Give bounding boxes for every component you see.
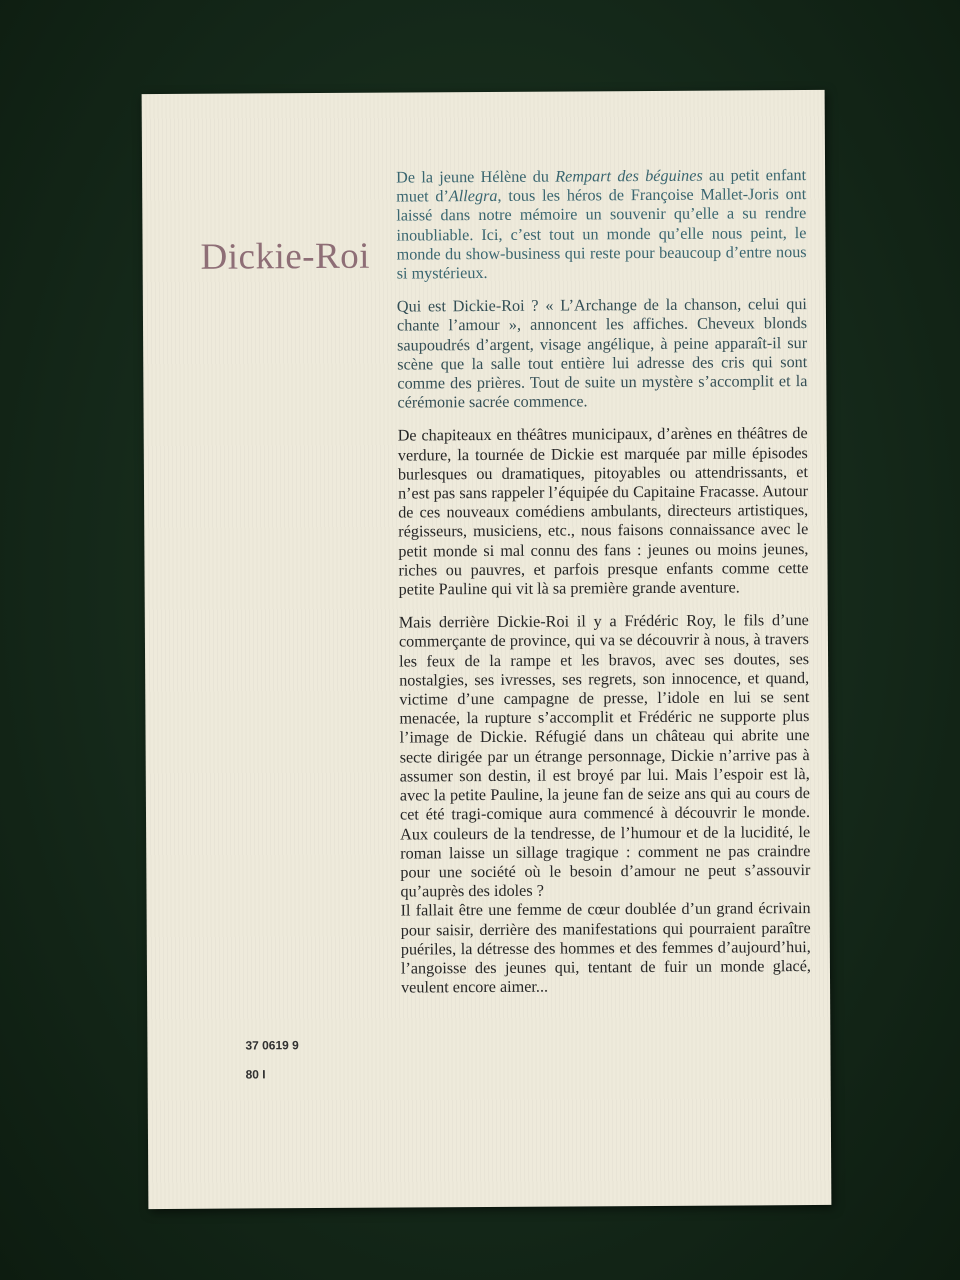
p1-title-rempart: Rempart des béguines bbox=[555, 166, 703, 186]
catalog-subcode: 80 I bbox=[245, 1067, 266, 1082]
blurb-paragraph-2: Qui est Dickie-Roi ? « L’Archange de la chanson, celui qui chante l’amour », annoncent les affiches. Cheveux blonds saupoudrés d’argent, visage angélique, à peine apparaît-il sur scène que la salle tout entière lui adresse des cris qui sont comme des prières. Tout de suite un mystère s’accomplit et la cérémonie sacrée commence. bbox=[396, 295, 808, 412]
p1-text-a: De la jeune Hélène du bbox=[396, 167, 556, 187]
blurb-paragraph-5: Il fallait être une femme de cœur doublée d’un grand écrivain pour saisir, derrière des manifestations qui pourraient paraître puériles, la détresse des hommes et des femmes d’aujourd’hui, l’angoisse des jeunes qui, tentant de fuir un monde glacé, veulent encore aimer... bbox=[400, 899, 811, 997]
p1-title-allegra: Allegra bbox=[448, 187, 498, 206]
catalog-code: 37 0619 9 bbox=[245, 1038, 299, 1053]
p1-text-e: , tous les héros de Françoise Mallet-Joris ont laissé dans notre mémoire un souvenir qu’elle a su rendre inoubliable. Ici, c’est tout un monde qu’elle nous peint, le monde du show-business qui reste pour beaucoup d’entre nous si mystérieux. bbox=[396, 185, 807, 283]
book-back-cover bbox=[142, 90, 832, 1209]
blurb-paragraph-3: De chapiteaux en théâtres municipaux, d’arènes en théâtres de verdure, la tournée de Dickie est marquée par mille épisodes burlesques ou dramatiques, pitoyables ou attendrissants, et n’est pas sans rappeler l’équipée du Capitaine Fracasse. Autour de ces nouveaux comédiens ambulants, directeurs artistiques, régisseurs, musiciens, etc., nous faisons connaissance avec le petit monde si mal connu des fans : jeunes ou moins jeunes, riches ou pauvres, et parfois presque enfants comme cette petite Pauline qui vit là sa première grande aventure. bbox=[397, 424, 809, 599]
blurb-text bbox=[396, 166, 811, 998]
p1-text-c: au petit enfant muet d’ bbox=[396, 166, 807, 206]
blurb-paragraph-1 bbox=[396, 166, 807, 284]
book-title: Dickie-Roi bbox=[200, 235, 371, 278]
blurb-paragraph-4: Mais derrière Dickie-Roi il y a Frédéric Roy, le fils d’une commerçante de province, qui va se découvrir à nous, à travers les feux de la rampe et les bravos, avec ses doutes, ses nostalgies, ses ivresses, ses regrets, son innocence, et quand, victime d’une campagne de presse, l’idole en lui se sent menacée, la rupture s’accomplit et Frédéric ne supporte plus l’image de Dickie. Réfugié dans un château qui abrite une secte dirigée par un étrange personnage, Dickie n’arrive pas à assumer son destin, il est broyé par lui. Mais l’espoir est là, avec la petite Pauline, la jeune fan de seize ans qui au cours de cet été tragi-comique aura commencé à découvrir le monde. Aux couleurs de la tendresse, de l’humour et de la lucidité, le roman laisse un sillage tragique : comment ne pas craindre pour une société où le besoin d’amour ne peut s’assouvir qu’auprès des idoles ? bbox=[398, 611, 811, 901]
